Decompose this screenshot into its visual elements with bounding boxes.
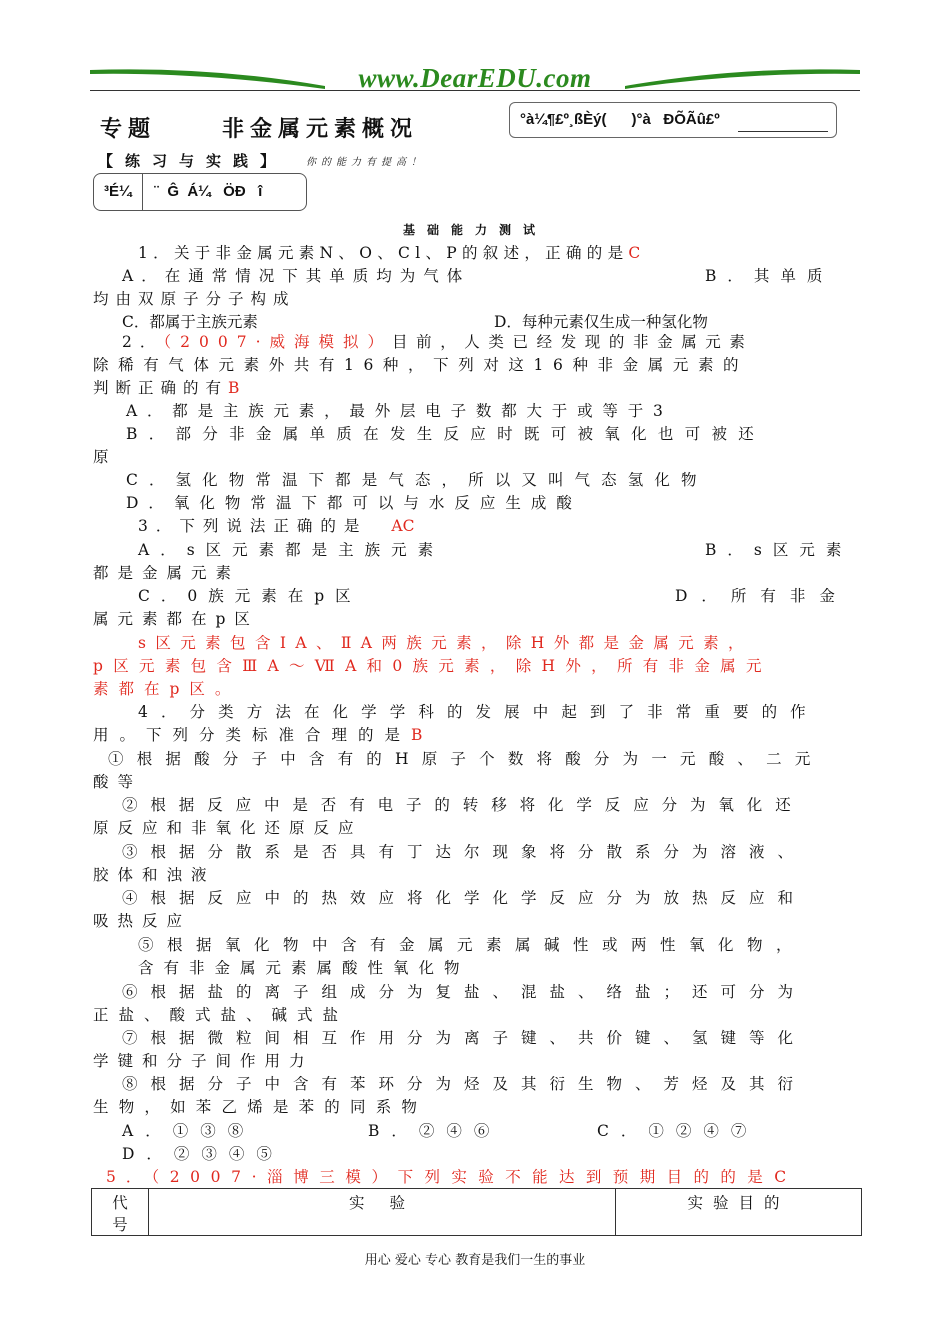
class-name-box	[509, 102, 837, 138]
q4-item4-cont: 吸热反应	[93, 912, 192, 930]
q3-stem-text: 3．下列说法正确的是	[138, 517, 368, 535]
class-name-label: °à¼¶£º¸ßÈý( )°à ÐÕÃû£º	[520, 111, 720, 128]
q4-item3-cont: 胶体和浊液	[93, 866, 216, 884]
q2-option-c: C．氢化物常温下都是气态，所以又叫气态氢化物	[126, 471, 708, 489]
q3-answer: AC	[391, 517, 415, 535]
q2-stem	[122, 331, 754, 354]
q4-option-b: B．②④⑥	[368, 1122, 502, 1140]
q5-stem-text: 下列实验不能达到预期目的的是	[397, 1168, 775, 1186]
practice-slogan: 你的能力有提高！	[306, 157, 426, 168]
q1-stem	[138, 242, 828, 265]
q2-answer: B	[228, 379, 247, 397]
q3-explanation-3: 素都在p区。	[93, 680, 241, 698]
q4-answer: B	[411, 726, 434, 744]
page-topic-label: 专题	[100, 116, 157, 142]
grade-divider	[142, 174, 143, 210]
q2-line3	[93, 377, 246, 400]
q5-answer: C	[774, 1168, 787, 1186]
q4-line2-text: 用。下列分类标准合理的是	[93, 726, 412, 744]
q2-option-b: B．部分非金属单质在发生反应时既可被氧化也可被还	[126, 425, 766, 443]
q1-option-a: A．在通常情况下其单质均为气体	[122, 267, 471, 285]
q4-item2-cont: 原反应和非氧化还原反应	[93, 819, 363, 837]
q2-line3-text: 判断正确的有	[93, 379, 229, 397]
q3-stem	[138, 515, 414, 538]
q2-source: （2007·威海模拟）	[163, 333, 392, 351]
q4-item3: ③根据分散系是否具有丁达尔现象将分散系分为溶液、	[122, 843, 807, 861]
q1-answer: C	[628, 244, 646, 262]
q4-line1: 4．分类方法在化学学科的发展中起到了非常重要的作	[138, 703, 819, 721]
q5-stem	[106, 1166, 786, 1189]
name-underline	[738, 131, 828, 132]
q4-option-a: A．①③⑧	[122, 1122, 256, 1140]
practice-heading: 【练习与实践】	[98, 152, 288, 170]
q3-explanation-2: p区元素包含ⅢA～ⅦA和0族元素，除H外，所有非金属元	[93, 657, 772, 675]
page-title: 非金属元素概况	[222, 116, 419, 142]
section-subheading: 基础能力测试	[402, 223, 547, 237]
q4-item2: ②根据反应中是否有电子的转移将化学反应分为氧化还	[122, 796, 804, 814]
q3-option-a: A．s区元素都是主族元素	[138, 541, 445, 559]
table-header-code	[92, 1189, 149, 1236]
q1-option-b: B．其单质	[705, 267, 834, 285]
q3-option-d-cont: 属元素都在p区	[93, 610, 259, 628]
grade-label: ³É¼	[104, 183, 132, 200]
grade-options: ¨ Ĝ Á¼ ÖÐ î	[154, 183, 263, 200]
q1-option-b-cont: 均由双原子分子构成	[93, 290, 296, 308]
page-footer: 用心 爱心 专心 教育是我们一生的事业	[364, 1253, 586, 1268]
q3-option-b-cont: 都是金属元素	[93, 564, 241, 582]
q3-option-d: D．所有非金	[675, 587, 849, 605]
q2-option-d: D．氧化物常温下都可以与水反应生成酸	[126, 494, 582, 512]
table-row	[92, 1189, 862, 1236]
q4-line2	[93, 724, 433, 747]
q2-option-b-cont: 原	[93, 448, 109, 466]
q1-option-c: C．都属于主族元素	[122, 313, 258, 331]
q1-option-d: D．每种元素仅生成一种氢化物	[494, 313, 708, 331]
q4-item7: ⑦根据微粒间相互作用分为离子键、共价键、氢键等化	[122, 1029, 807, 1047]
q4-item4: ④根据反应中的热效应将化学化学反应分为放热反应和	[122, 889, 807, 907]
q2-line1: 目前，人类已经发现的非金属元素	[392, 333, 754, 351]
table-header-code-2: 号	[112, 1216, 128, 1234]
q4-item6: ⑥根据盐的离子组成分为复盐、混盐、络盐；还可分为	[122, 983, 807, 1001]
q3-option-b: B．s区元素	[705, 541, 853, 559]
q4-item6-cont: 正盐、酸式盐、碱式盐	[93, 1006, 349, 1024]
q5-source: （2007·淄博三模）	[151, 1168, 398, 1186]
table-header-purpose: 实验目的	[616, 1189, 862, 1236]
experiment-table	[91, 1188, 862, 1236]
q4-item1: ①根据酸分子中含有的H原子个数将酸分为一元酸、二元	[108, 750, 824, 768]
q2-option-a: A．都是主族元素，最外层电子数都大于或等于3	[126, 402, 673, 420]
q3-option-c: C．0族元素在p区	[138, 587, 362, 605]
table-header-experiment: 实 验	[149, 1189, 616, 1236]
q4-item8-cont: 生物，如苯乙烯是苯的同系物	[93, 1098, 428, 1116]
q4-item7-cont: 学键和分子间作用力	[93, 1052, 314, 1070]
q4-option-c: C．①②④⑦	[597, 1122, 759, 1140]
table-header-code-1: 代	[112, 1194, 128, 1212]
q4-item8: ⑧根据分子中含有苯环分为烃及其衍生物、芳烃及其衍	[122, 1075, 807, 1093]
q1-stem-text: 1．关于非金属元素N、O、Cl、P的叙述，正确的是	[138, 244, 629, 262]
q4-option-d: D．②③④⑤	[122, 1145, 284, 1163]
q2-num: 2．	[122, 333, 164, 351]
q4-item1-cont: 酸等	[93, 773, 143, 791]
q4-item5-cont: 含有非金属元素属酸性氧化物	[138, 959, 470, 977]
q5-num: 5．	[106, 1168, 152, 1186]
site-logo[interactable]: www.DearEDU.com	[358, 63, 592, 93]
q4-item5: ⑤根据氧化物中含有金属元素属碱性或两性氧化物，	[138, 936, 806, 954]
q3-explanation-1: s区元素包含ⅠA、ⅡA两族元素，除H外都是金属元素，	[138, 634, 753, 652]
grade-box	[93, 173, 307, 211]
q2-line2: 除稀有气体元素外共有16种，下列对这16种非金属元素的	[93, 356, 749, 374]
